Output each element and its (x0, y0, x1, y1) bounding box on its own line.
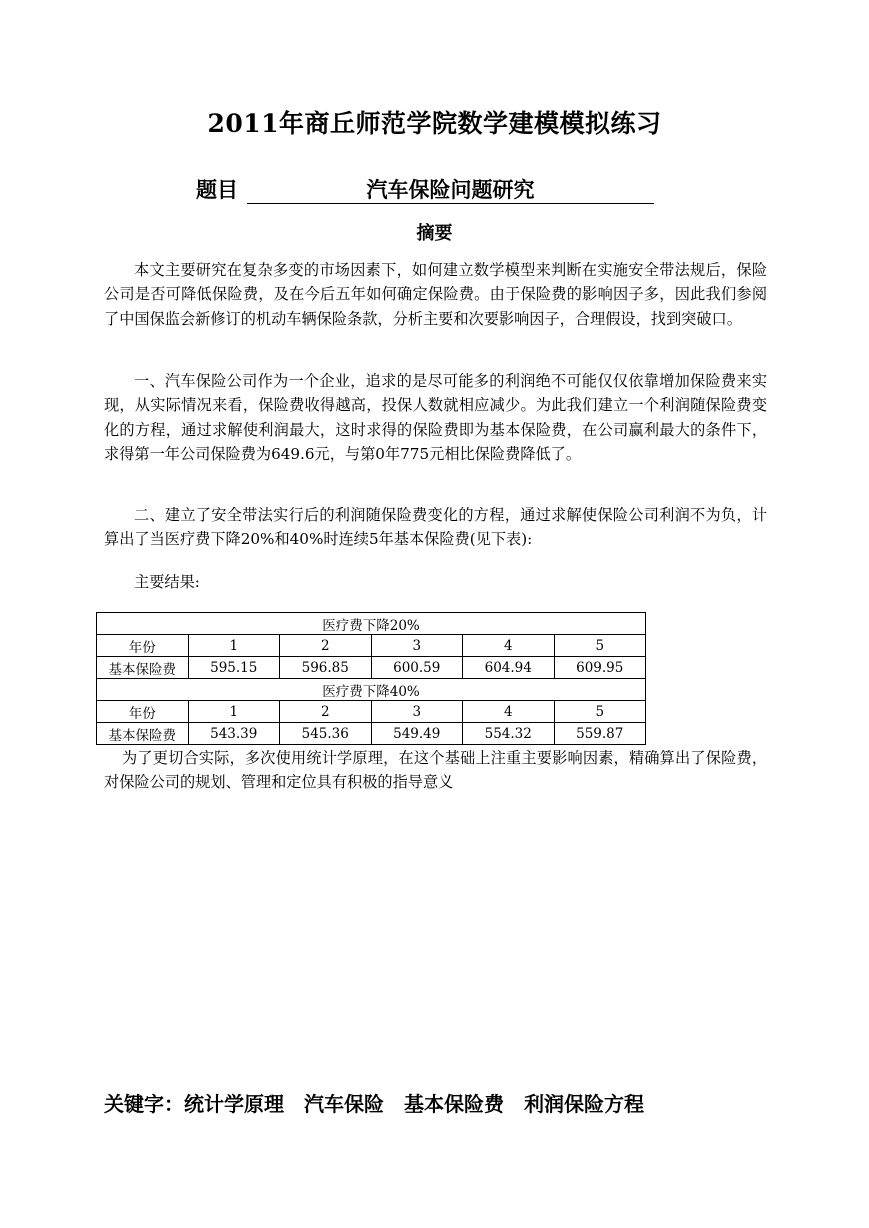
table-caption-row (97, 613, 646, 635)
table-cell: 2 (280, 635, 372, 657)
table-row (97, 701, 646, 723)
table-cell: 609.95 (554, 657, 646, 679)
keyword: 利润保险方程 (524, 1092, 644, 1116)
abstract-paragraph: 本文主要研究在复杂多变的市场因素下，如何建立数学模型来判断在实施安全带法规后，保险公司是否可降低保险费，及在今后五年如何确定保险费。由于保险费的影响因子多，因此我们参阅了中国保监会新修订的机动车辆保险条款，分析主要和次要影响因子，合理假设，找到突破口。 (104, 261, 767, 328)
keyword: 汽车保险 (304, 1092, 384, 1116)
table-cell: 5 (554, 635, 646, 657)
table-caption: 医疗费下降20% (97, 613, 646, 635)
table-cell: 4 (463, 701, 555, 723)
table-cell: 604.94 (463, 657, 555, 679)
table-cell: 595.15 (188, 657, 280, 679)
keyword: 统计学原理 (184, 1092, 284, 1116)
table-cell: 4 (463, 635, 555, 657)
document-title: 2011年商丘师范学院数学建模模拟练习 (207, 109, 662, 138)
abstract-paragraph: 二、建立了安全带法实行后的利润随保险费变化的方程，通过求解使保险公司利润不为负，计算出了当医疗费下降20%和40%时连续5年基本保险费(见下表): (104, 506, 767, 549)
table-cell: 559.87 (554, 723, 646, 745)
table-cell: 549.49 (371, 723, 463, 745)
table-cell: 596.85 (280, 657, 372, 679)
table-cell: 3 (371, 701, 463, 723)
keywords-line (104, 1088, 644, 1117)
table-cell: 1 (188, 635, 280, 657)
table-header-cell: 基本保险费 (97, 657, 189, 679)
table-header-cell: 年份 (97, 701, 189, 723)
table-header-cell: 基本保险费 (97, 723, 189, 745)
topic-row (196, 174, 656, 206)
table-cell: 1 (188, 701, 280, 723)
topic-label: 题目 (196, 177, 238, 202)
table-cell: 3 (371, 635, 463, 657)
abstract-paragraph: 为了更切合实际，多次使用统计学原理，在这个基础上注重主要影响因素，精确算出了保险费，对保险公司的规划、管理和定位具有积极的指导意义 (104, 749, 767, 792)
table-cell: 545.36 (280, 723, 372, 745)
table-caption: 医疗费下降40% (97, 679, 646, 701)
table-caption-row (97, 679, 646, 701)
results-table (96, 612, 646, 745)
table-cell: 2 (280, 701, 372, 723)
table-row (97, 635, 646, 657)
table-cell: 543.39 (188, 723, 280, 745)
table-cell: 600.59 (371, 657, 463, 679)
keywords-label: 关键字： (104, 1092, 184, 1116)
main-results-label: 主要结果: (134, 573, 200, 591)
table-row (97, 723, 646, 745)
table-cell: 5 (554, 701, 646, 723)
abstract-heading: 摘要 (416, 223, 453, 244)
table-cell: 554.32 (463, 723, 555, 745)
abstract-paragraph: 一、汽车保险公司作为一个企业，追求的是尽可能多的利润绝不可能仅仅依靠增加保险费来实现，从实际情况来看，保险费收得越高，投保人数就相应减少。为此我们建立一个利润随保险费变化的方程，通过求解使利润最大，这时求得的保险费即为基本保险费，在公司赢利最大的条件下，求得第一年公司保险费为649.6元，与第0年775元相比保险费降低了。 (104, 372, 767, 463)
table-row (97, 657, 646, 679)
keyword: 基本保险费 (404, 1092, 504, 1116)
topic-title: 汽车保险问题研究 (247, 174, 654, 204)
table-header-cell: 年份 (97, 635, 189, 657)
